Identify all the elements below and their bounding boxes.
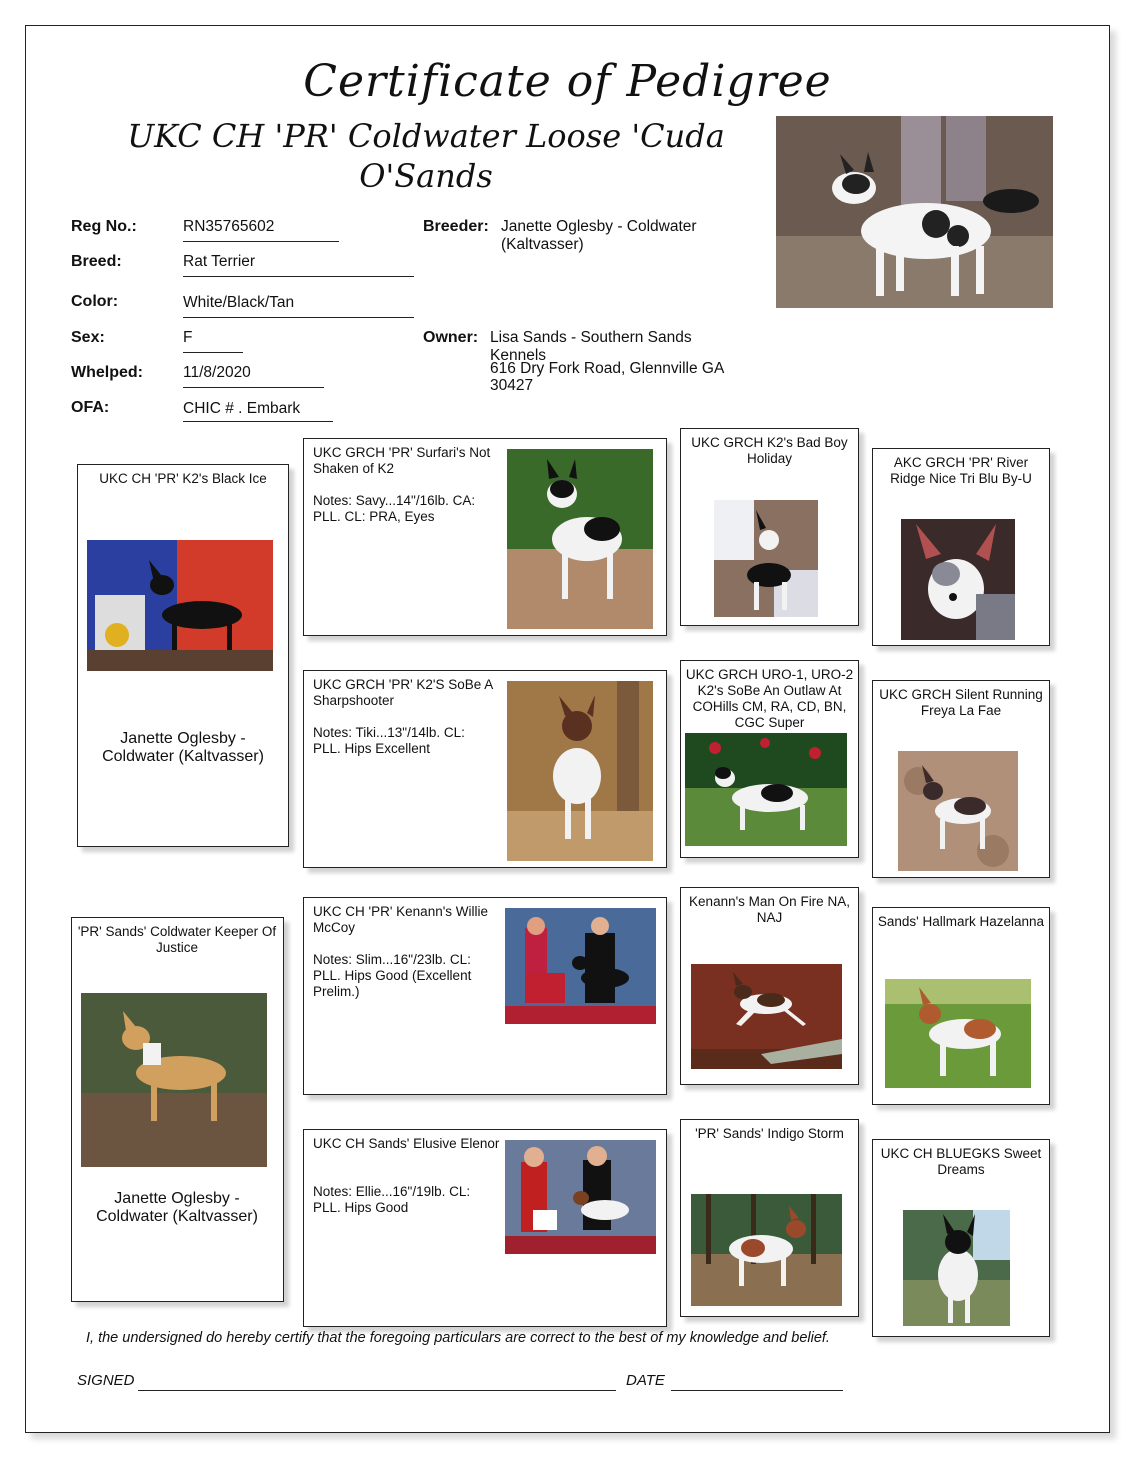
gen3-box-2 <box>680 660 859 858</box>
date-label: DATE <box>626 1372 665 1389</box>
reg-underline <box>183 241 339 242</box>
dam-dam-notes: Notes: Ellie...16"/19lb. CL: PLL. Hips Good <box>313 1184 471 1215</box>
sex-label: Sex: <box>71 329 105 346</box>
gen3-box-4 <box>680 1119 859 1317</box>
date-line[interactable] <box>671 1390 843 1391</box>
dam-sire-notes: Notes: Slim...16"/23lb. CL: PLL. Hips Good (Excellent Prelim.) <box>313 952 472 999</box>
sire-sire-name: UKC GRCH 'PR' Surfari's Not Shaken of K2 <box>313 445 491 476</box>
ofa-value: CHIC # . Embark <box>183 400 301 417</box>
sire-owner: Janette Oglesby - Coldwater (Kaltvasser) <box>102 730 264 765</box>
dam-sire-photo <box>505 908 656 1024</box>
dog-name <box>76 116 776 196</box>
sire-dam-name: UKC GRCH 'PR' K2'S SoBe A Sharpshooter <box>313 677 493 708</box>
breed-label: Breed: <box>71 253 122 270</box>
sire-box <box>77 464 289 847</box>
dam-dam-photo <box>505 1140 656 1254</box>
whelped-underline <box>183 387 324 388</box>
owner-address: 616 Dry Fork Road, Glennville GA 30427 <box>490 360 724 394</box>
gen3-photo-3 <box>691 964 842 1069</box>
dam-photo <box>81 993 267 1167</box>
gen4-box-4 <box>872 1139 1050 1337</box>
breed-value: Rat Terrier <box>183 253 256 270</box>
certification-statement: I, the undersigned do hereby certify that the foregoing particulars are correct to the best of my knowledge and belief. <box>86 1330 830 1346</box>
gen3-photo-1 <box>714 500 818 617</box>
sire-sire-box <box>303 438 667 636</box>
gen4-name-3: Sands' Hallmark Hazelanna <box>877 914 1045 929</box>
gen3-name-1: UKC GRCH K2's Bad Boy Holiday <box>691 435 848 466</box>
dam-owner: Janette Oglesby - Coldwater (Kaltvasser) <box>96 1190 258 1225</box>
breed-underline <box>183 276 414 277</box>
owner-label: Owner: <box>423 329 479 346</box>
dog-name-line2: O'Sands <box>359 157 493 195</box>
signed-label: SIGNED <box>77 1372 135 1389</box>
sire-photo <box>87 540 273 671</box>
sire-dam-notes: Notes: Tiki...13"/14lb. CL: PLL. Hips Excellent <box>313 725 465 756</box>
signature-line[interactable] <box>138 1390 616 1391</box>
gen3-photo-4 <box>691 1194 842 1306</box>
gen4-photo-2 <box>898 751 1018 871</box>
reg-value: RN35765602 <box>183 218 275 235</box>
dam-name: 'PR' Sands' Coldwater Keeper Of Justice <box>77 924 277 955</box>
gen4-box-1 <box>872 448 1050 646</box>
ofa-underline <box>183 421 333 422</box>
breeder-value: Janette Oglesby - Coldwater (Kaltvasser) <box>501 218 697 253</box>
gen3-box-1 <box>680 428 859 626</box>
gen4-photo-3 <box>885 979 1031 1088</box>
gen3-name-4: 'PR' Sands' Indigo Storm <box>695 1126 844 1141</box>
sex-underline <box>183 352 243 353</box>
gen3-name-2: UKC GRCH URO-1, URO-2 K2's SoBe An Outlaw At COHills CM, RA, CD, BN, CGC Super <box>685 667 854 730</box>
sire-sire-notes: Notes: Savy...14"/16lb. CA: PLL. CL: PRA, Eyes <box>313 493 476 524</box>
gen3-name-3: Kenann's Man On Fire NA, NAJ <box>689 894 850 925</box>
dam-sire-box <box>303 897 667 1095</box>
gen4-name-2: UKC GRCH Silent Running Freya La Fae <box>879 687 1043 718</box>
gen4-photo-1 <box>901 519 1015 640</box>
dam-sire-name: UKC CH 'PR' Kenann's Willie McCoy <box>313 904 489 935</box>
dog-name-line1: UKC CH 'PR' Coldwater Loose 'Cuda <box>127 117 725 155</box>
ofa-label: OFA: <box>71 399 110 416</box>
sire-dam-box <box>303 670 667 868</box>
main-dog-photo <box>776 116 1053 308</box>
gen4-name-4: UKC CH BLUEGKS Sweet Dreams <box>880 1146 1042 1177</box>
gen3-photo-2 <box>685 733 847 846</box>
gen4-photo-4 <box>903 1210 1010 1326</box>
gen4-box-2 <box>872 680 1050 878</box>
color-underline <box>183 317 414 318</box>
breeder-label: Breeder: <box>423 218 489 235</box>
reg-label: Reg No.: <box>71 218 137 235</box>
owner-name: Lisa Sands - Southern Sands Kennels <box>490 329 692 364</box>
sex-value: F <box>183 329 193 346</box>
sire-dam-photo <box>507 681 653 861</box>
certificate-title: Certificate of Pedigree <box>303 56 832 107</box>
gen3-box-3 <box>680 887 859 1085</box>
dam-dam-box <box>303 1129 667 1327</box>
dam-box <box>71 917 284 1302</box>
color-label: Color: <box>71 293 119 310</box>
sire-name: UKC CH 'PR' K2's Black Ice <box>99 471 267 486</box>
dam-dam-name: UKC CH Sands' Elusive Elenor <box>313 1136 500 1151</box>
color-value: White/Black/Tan <box>183 294 295 311</box>
certificate-page <box>25 25 1110 1433</box>
whelped-value: 11/8/2020 <box>183 364 251 381</box>
whelped-label: Whelped: <box>71 364 143 381</box>
gen4-box-3 <box>872 907 1050 1105</box>
sire-sire-photo <box>507 449 653 629</box>
gen4-name-1: AKC GRCH 'PR' River Ridge Nice Tri Blu By-U <box>890 455 1032 486</box>
